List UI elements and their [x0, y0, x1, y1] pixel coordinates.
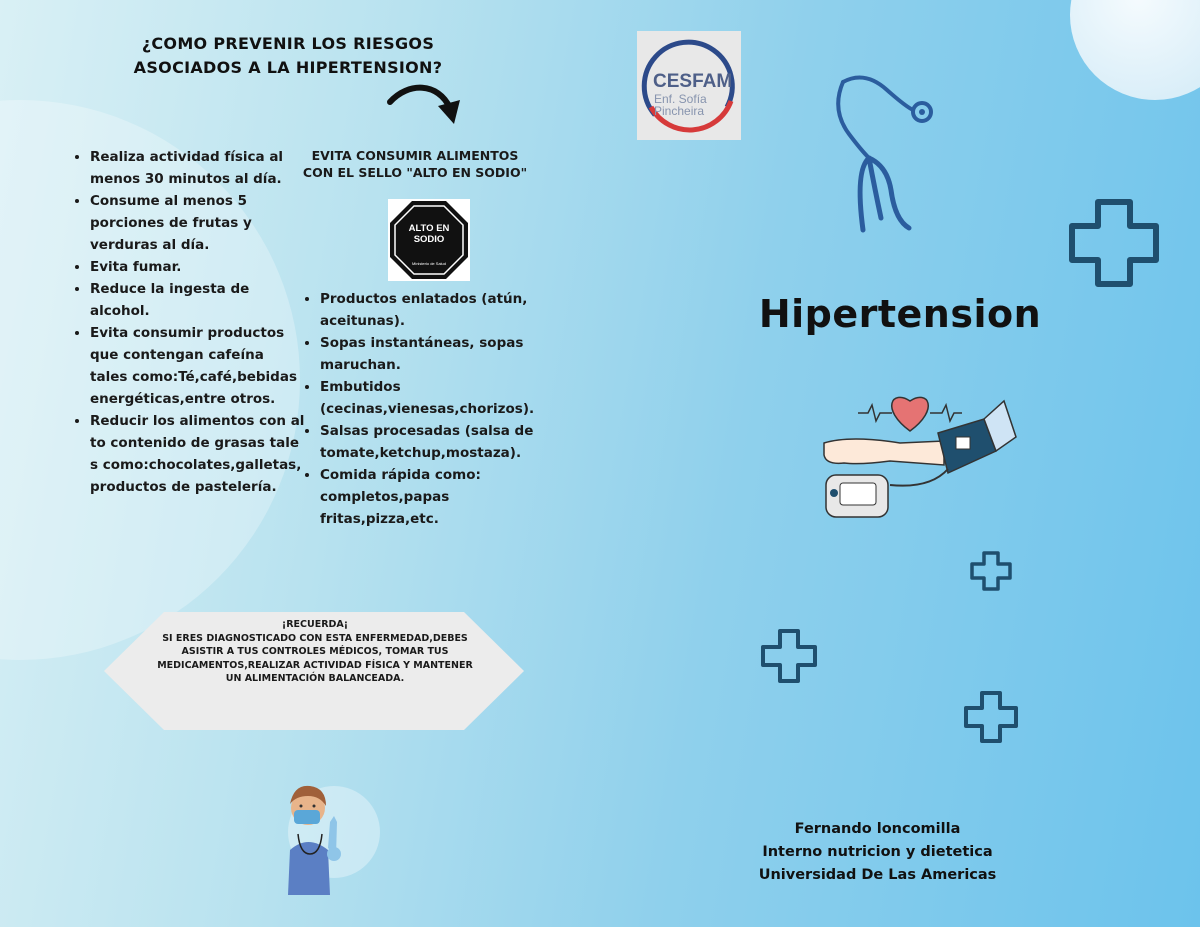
- cesfam-logo: [637, 31, 741, 140]
- prevention-heading: ¿COMO PREVENIR LOS RIESGOS ASOCIADOS A LA HIPERTENSION?: [133, 34, 443, 77]
- sodium-heading: EVITA CONSUMIR ALIMENTOS CON EL SELLO "ALTO EN SODIO": [302, 148, 528, 180]
- list-item: • Evita fumar.: [90, 256, 305, 278]
- list-item: • Salsas procesadas (salsa de tomate,ketchup,mostaza).: [320, 420, 545, 464]
- reminder-body: SI ERES DIAGNOSTICADO CON ESTA ENFERMEDAD,DEBES ASISTIR A TUS CONTROLES MÉDICOS, TOMAR TUS MEDICAMENTOS,REALIZAR ACTIVIDAD FÍSICA Y MANTENER UN ALIMENTACIÓN BALANCEADA.: [157, 632, 473, 684]
- seal-sub-label: Ministerio de Salud: [411, 261, 447, 266]
- author-role: Interno nutricion y dietetica: [762, 844, 993, 860]
- reminder-title: ¡RECUERDA¡: [281, 619, 349, 630]
- logo-line-2: Pincheira: [654, 104, 705, 118]
- list-item: • Reducir los alimentos con alto contenido de grasas tales como:chocolates,galletas,productos de pastelería.: [90, 410, 305, 498]
- nurse-illustration: [270, 770, 385, 895]
- medical-cross-icon: [1068, 198, 1160, 288]
- list-item: • Productos enlatados (atún, aceitunas).: [320, 288, 545, 332]
- list-item: • Comida rápida como: completos,papas fritas,pizza,etc.: [320, 464, 545, 530]
- high-sodium-foods-list: [304, 288, 545, 530]
- cover-title: Hipertension: [758, 292, 1042, 336]
- list-item: • Embutidos (cecinas,vienesas,chorizos).: [320, 376, 545, 420]
- sodium-seal: [388, 199, 470, 281]
- stethoscope-icon: [825, 70, 945, 240]
- medical-cross-icon: [963, 690, 1019, 744]
- list-item: • Evita consumir productos que contengan cafeína tales como:Té,café,bebidas energéticas,entre otros.: [90, 322, 305, 410]
- seal-label: ALTO EN SODIO: [408, 223, 450, 245]
- blood-pressure-monitor-icon: [820, 385, 1020, 525]
- curved-arrow-icon: [386, 80, 466, 130]
- author-university: Universidad De Las Americas: [758, 867, 997, 883]
- reminder-text-block: [150, 618, 480, 686]
- list-item: • Consume al menos 5 porciones de frutas y verduras al día.: [90, 190, 305, 256]
- logo-line-1: Enf. Sofía: [654, 92, 707, 106]
- medical-cross-icon: [760, 628, 818, 684]
- decorative-circle-top-right: [1070, 0, 1200, 100]
- logo-subtitle: [654, 93, 707, 117]
- logo-name: CESFAM: [653, 71, 733, 92]
- list-item: • Sopas instantáneas, sopas maruchan.: [320, 332, 545, 376]
- list-item: • Realiza actividad física al menos 30 minutos al día.: [90, 146, 305, 190]
- list-item: • Reduce la ingesta de alcohol.: [90, 278, 305, 322]
- prevention-tips-list: [74, 146, 305, 498]
- author-block: [740, 818, 1015, 887]
- medical-cross-icon: [969, 550, 1013, 592]
- author-name: Fernando loncomilla: [794, 821, 961, 837]
